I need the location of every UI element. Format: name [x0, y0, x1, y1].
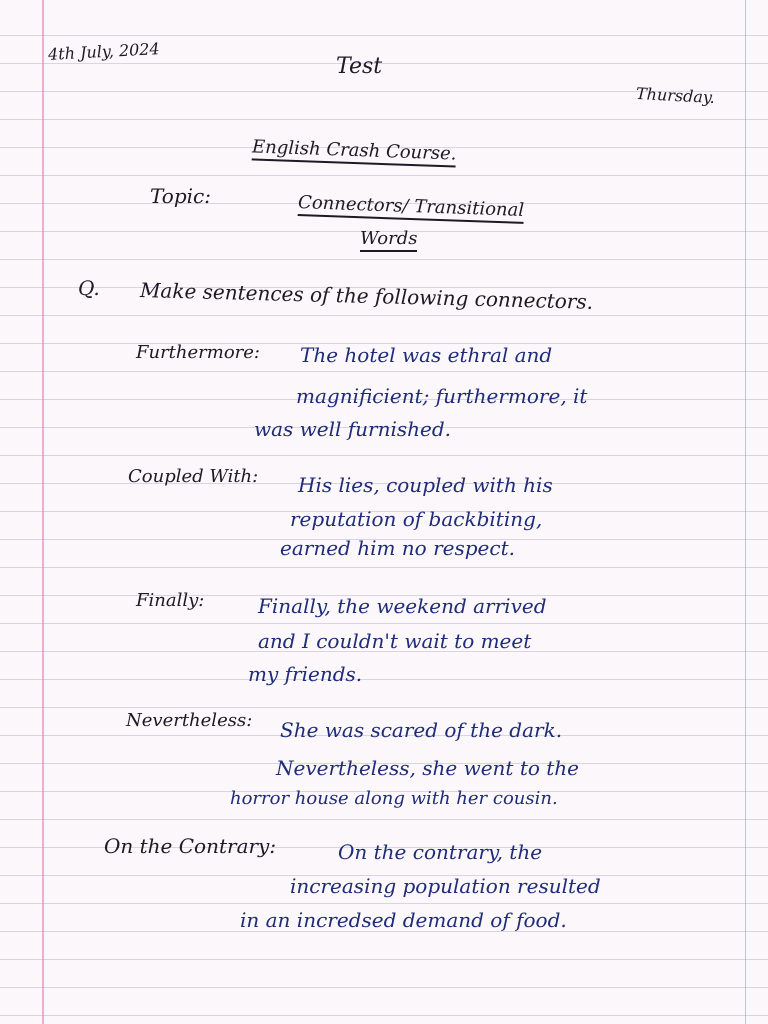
right-margin-line: [745, 0, 746, 1024]
entry-sentence-line: The hotel was ethral and: [300, 343, 553, 367]
entry-sentence-line: reputation of backbiting,: [290, 507, 543, 531]
entry-sentence-line: horror house along with her cousin.: [230, 788, 558, 809]
left-margin-line: [42, 0, 44, 1024]
entry-sentence-line: increasing population resulted: [290, 874, 601, 898]
entry-sentence-line: She was scared of the dark.: [280, 718, 563, 742]
date: 4th July, 2024: [47, 39, 161, 64]
entry-sentence-line: Nevertheless, she went to the: [276, 756, 580, 780]
entry-term: Furthermore:: [136, 342, 260, 363]
entry-sentence-line: and I couldn't wait to meet: [258, 629, 532, 653]
entry-sentence-line: earned him no respect.: [280, 536, 515, 560]
entry-sentence-line: in an incredsed demand of food.: [240, 908, 567, 932]
topic-label: Topic:: [150, 184, 211, 208]
question-marker: Q.: [78, 276, 100, 300]
page-title: Test: [336, 54, 383, 79]
topic-value-line1: Connectors/ Transitional: [298, 192, 525, 224]
course-title: English Crash Course.: [252, 136, 457, 167]
entry-term: Finally:: [136, 590, 205, 611]
entry-sentence-line: my friends.: [248, 662, 363, 686]
entry-term: Coupled With:: [128, 466, 259, 487]
question-text: Make sentences of the following connectors.: [139, 278, 594, 314]
day: Thursday.: [635, 83, 716, 108]
entry-term: On the Contrary:: [104, 834, 277, 858]
topic-value-line2: Words: [360, 228, 417, 252]
entry-sentence-line: was well furnished.: [254, 417, 452, 441]
entry-sentence-line: His lies, coupled with his: [298, 473, 553, 497]
entry-sentence-line: Finally, the weekend arrived: [258, 594, 547, 618]
entry-term: Nevertheless:: [126, 710, 253, 731]
entry-sentence-line: magnificient; furthermore, it: [296, 384, 588, 408]
entry-sentence-line: On the contrary, the: [338, 840, 543, 864]
